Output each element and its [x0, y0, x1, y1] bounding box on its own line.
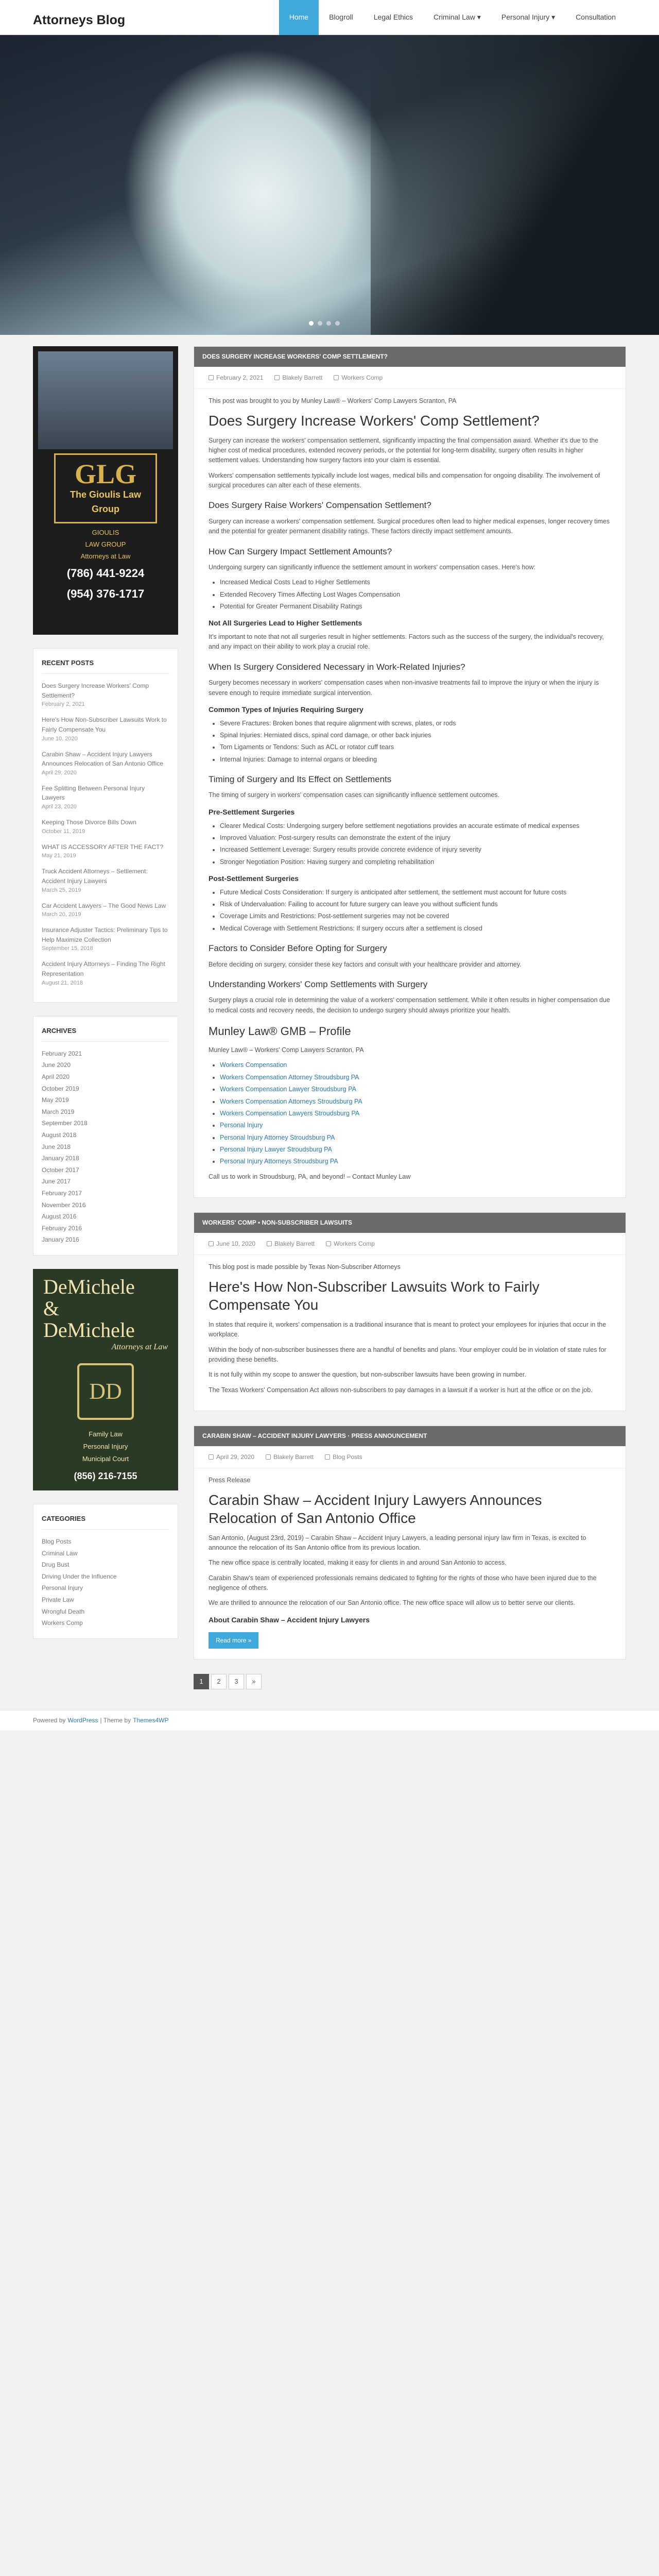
archive-link[interactable]: February 2017	[42, 1189, 82, 1197]
post-body	[194, 1255, 626, 1411]
paragraph: In states that require it, workers' compensation is a traditional insurance that is meant to protect your employees for injuries that occur in the workplace.	[209, 1320, 606, 1338]
recent-post-link[interactable]: Does Surgery Increase Workers' Comp Settlement?	[42, 682, 149, 699]
post-title[interactable]: Here's How Non-Subscriber Lawsuits Work to Fairly Compensate You	[209, 1278, 540, 1313]
recent-post-date: October 11, 2019	[42, 828, 85, 835]
ad2-line: Personal Injury	[83, 1442, 128, 1450]
footer-wordpress-link[interactable]: WordPress	[67, 1717, 98, 1724]
post-author-text[interactable]: Blakely Barrett	[273, 1453, 314, 1461]
ad2-seal: DD	[77, 1363, 134, 1420]
ad2-name: DeMichele	[43, 1318, 135, 1342]
paragraph: San Antonio, (August 23rd, 2019) – Carabin Shaw – Accident Injury Lawyers, a leading personal injury law firm in Texas, is excited to announce the relocation of its San Antonio office from its previous location.	[209, 1534, 586, 1551]
recent-post-date: August 21, 2018	[42, 979, 83, 986]
paragraph: Workers' compensation settlements typically include lost wages, medical bills and compensation for ongoing disability. The involvement of surgical procedures can alter each of these elements.	[209, 471, 600, 489]
archives-widget	[33, 1016, 178, 1256]
service-link-item	[220, 1084, 611, 1094]
post-article	[194, 1212, 626, 1411]
recent-post-date: September 15, 2018	[42, 945, 93, 952]
recent-post-link[interactable]: WHAT IS ACCESSORY AFTER THE FACT?	[42, 843, 164, 851]
paragraph: The new office space is centrally located, making it easy for clients in and around San Antonio to access.	[209, 1559, 507, 1567]
recent-posts-list	[42, 680, 169, 993]
recent-post-link[interactable]: Insurance Adjuster Tactics: Preliminary Tips to Help Maximize Collection	[42, 926, 168, 943]
category-link[interactable]: Wrongful Death	[42, 1607, 85, 1615]
list-item: • Increased Medical Costs Lead to Higher Settlements	[220, 578, 611, 587]
paragraph: We are thrilled to announce the relocation of our San Antonio office. The new office space will allow us to better serve our clients.	[209, 1599, 575, 1607]
recent-post-link[interactable]: Fee Splitting Between Personal Injury Lawyers	[42, 784, 145, 802]
archives-list	[42, 1048, 169, 1246]
archive-item	[42, 1234, 169, 1246]
bullet-list	[220, 888, 611, 934]
archive-link[interactable]: June 2017	[42, 1178, 71, 1185]
archive-link[interactable]: April 2020	[42, 1073, 70, 1081]
archive-link[interactable]: January 2018	[42, 1155, 79, 1162]
nav-legal-ethics[interactable]: Legal Ethics	[373, 13, 413, 22]
slider-dot[interactable]	[318, 321, 322, 326]
post-category[interactable]	[325, 1452, 362, 1462]
paragraph: Surgery plays a crucial role in determining the value of a workers' compensation settlement. While it often results in higher compensation due to medical costs and recovery needs, the decision to undergo surgery should always prioritize your health.	[209, 996, 610, 1014]
section-heading: When Is Surgery Considered Necessary in Work-Related Injuries?	[209, 662, 465, 672]
archive-item	[42, 1083, 169, 1095]
category-link[interactable]: Workers Comp	[42, 1619, 83, 1627]
recent-post-item	[42, 817, 169, 841]
widget-title: CATEGORIES	[42, 1514, 169, 1530]
nav-consultation[interactable]: Consultation	[576, 13, 616, 22]
post-meta	[194, 1233, 626, 1256]
sub-heading: About Carabin Shaw – Accident Injury Lawyers	[209, 1615, 370, 1624]
post-category-band[interactable]: CARABIN SHAW – ACCIDENT INJURY LAWYERS · PRESS ANNOUNCEMENT	[194, 1426, 626, 1446]
post-category-text[interactable]: Blog Posts	[333, 1453, 362, 1461]
site-title[interactable]: Attorneys Blog	[33, 13, 126, 27]
post-date-text: February 2, 2021	[216, 374, 264, 381]
list-item: • Medical Coverage with Settlement Restrictions: If surgery occurs after a settlement is closed	[220, 924, 611, 934]
service-link-item	[220, 1157, 611, 1166]
list-item: • Risk of Undervaluation: Failing to account for future surgery can leave you without sufficient funds	[220, 900, 611, 909]
archive-link[interactable]: June 2020	[42, 1061, 71, 1069]
sub-heading: Pre-Settlement Surgeries	[209, 807, 295, 816]
archive-item	[42, 1153, 169, 1164]
paragraph: Munley Law® – Workers' Comp Lawyers Scranton, PA	[209, 1046, 364, 1054]
archive-link[interactable]: May 2019	[42, 1096, 69, 1104]
recent-post-link[interactable]: Here's How Non-Subscriber Lawsuits Work to Fairly Compensate You	[42, 716, 167, 733]
archive-link[interactable]: January 2016	[42, 1236, 79, 1244]
post-author-text[interactable]: Blakely Barrett	[274, 1240, 315, 1247]
recent-post-link[interactable]: Accident Injury Attorneys – Finding The Right Representation	[42, 960, 165, 978]
archive-item	[42, 1129, 169, 1141]
paragraph: The Texas Workers' Compensation Act allows non-subscribers to pay damages in a lawsuit if a worker is hurt at the office or on the job.	[209, 1386, 593, 1394]
recent-posts-widget	[33, 648, 178, 1003]
category-link[interactable]: Criminal Law	[42, 1549, 78, 1557]
post-author-text[interactable]: Blakely Barrett	[282, 374, 323, 381]
service-link[interactable]: Workers Compensation Lawyers Stroudsburg PA	[220, 1109, 360, 1117]
service-link[interactable]: Workers Compensation Attorney Stroudsburg PA	[220, 1073, 359, 1081]
main-content	[194, 346, 626, 1710]
post-author[interactable]	[267, 1239, 315, 1249]
post-date	[209, 1239, 255, 1249]
recent-post-item	[42, 714, 169, 748]
service-link[interactable]: Personal Injury Lawyer Stroudsburg PA	[220, 1146, 332, 1154]
page-1-button[interactable]: 1	[194, 1674, 209, 1689]
list-item: • Spinal Injuries: Herniated discs, spinal cord damage, or other back injuries	[220, 731, 611, 740]
section-heading: Understanding Workers' Comp Settlements with Surgery	[209, 979, 428, 989]
archive-item	[42, 1164, 169, 1176]
bullet-list	[220, 578, 611, 612]
recent-post-item	[42, 783, 169, 817]
category-link[interactable]: Driving Under the Influence	[42, 1572, 117, 1580]
categories-widget	[33, 1504, 178, 1639]
archive-item	[42, 1211, 169, 1223]
widget-title: ARCHIVES	[42, 1026, 169, 1042]
ad-phone: (786) 441-9224	[66, 567, 145, 580]
category-item	[42, 1582, 169, 1594]
archive-item	[42, 1141, 169, 1153]
archive-link[interactable]: August 2018	[42, 1131, 77, 1139]
ad-photo	[38, 351, 173, 449]
ad-firm-name: The Gioulis Law Group	[70, 489, 141, 514]
hero-slider	[0, 35, 659, 335]
post-category[interactable]	[326, 1239, 375, 1249]
post-date	[209, 373, 263, 383]
archive-item	[42, 1176, 169, 1188]
ad-phone: (954) 376-1717	[66, 587, 145, 601]
post-intro: This post was brought to you by Munley Law® – Workers' Comp Lawyers Scranton, PA	[209, 397, 457, 405]
service-link-item	[220, 1097, 611, 1107]
recent-post-date: March 25, 2019	[42, 887, 81, 893]
paragraph: Undergoing surgery can significantly influence the settlement amount in workers' compensation cases. Here's how:	[209, 563, 535, 571]
archive-link[interactable]: September 2018	[42, 1120, 88, 1127]
category-item	[42, 1606, 169, 1618]
archive-link[interactable]: February 2016	[42, 1224, 82, 1232]
post-intro: Press Release	[209, 1477, 251, 1484]
bullet-list	[220, 821, 611, 868]
content-wrap	[33, 335, 626, 1710]
archive-link[interactable]: August 2016	[42, 1213, 77, 1221]
recent-post-item	[42, 958, 169, 992]
slider-dot[interactable]	[326, 321, 331, 326]
folder-icon	[325, 1454, 330, 1460]
list-item: • Severe Fractures: Broken bones that require alignment with screws, plates, or rods	[220, 719, 611, 728]
list-item: • Stronger Negotiation Position: Having surgery and completing rehabilitation	[220, 857, 611, 867]
archive-item	[42, 1117, 169, 1129]
archive-item	[42, 1071, 169, 1083]
archive-link[interactable]: February 2021	[42, 1049, 82, 1057]
demichele-ad-banner[interactable]	[33, 1269, 178, 1490]
user-icon	[266, 1454, 271, 1460]
archive-link[interactable]: March 2019	[42, 1108, 75, 1115]
nav-home[interactable]: Home	[279, 0, 319, 35]
archive-item	[42, 1223, 169, 1234]
service-link-item	[220, 1145, 611, 1155]
nav-criminal-law[interactable]: Criminal Law ▾	[433, 13, 481, 22]
post-meta	[194, 1446, 626, 1469]
ad-line: LAW GROUP	[85, 540, 126, 548]
slider-dot[interactable]	[309, 321, 314, 326]
service-link-item	[220, 1133, 611, 1143]
service-link-item	[220, 1060, 611, 1070]
user-icon	[267, 1241, 272, 1246]
ad-line: Attorneys at Law	[80, 552, 131, 561]
post-author[interactable]	[266, 1452, 314, 1462]
recent-post-item	[42, 680, 169, 714]
post-title[interactable]: Does Surgery Increase Workers' Comp Settlement?	[209, 412, 540, 429]
paragraph: Call us to work in Stroudsburg, PA, and beyond! – Contact Munley Law	[209, 1173, 411, 1180]
archive-link[interactable]: November 2016	[42, 1201, 86, 1209]
post-date-text: June 10, 2020	[216, 1240, 256, 1247]
archive-item	[42, 1048, 169, 1060]
archive-item	[42, 1106, 169, 1118]
paragraph: Surgery can increase the workers' compensation settlement, significantly impacting the final compensation award. Whether it's due to the higher cost of medical procedures, extended recovery periods, or the potential for long-term disability, surgery often results in higher settlement values. Understanding how surgery factors into your claim is essential.	[209, 436, 599, 464]
paragraph: Within the body of non-subscriber businesses there are a handful of benefits and plans. Your employer could be in violation of state rules for providing these benefits.	[209, 1346, 606, 1363]
post-category-band[interactable]: WORKERS' COMP • NON-SUBSCRIBER LAWSUITS	[194, 1213, 626, 1233]
sub-heading: Common Types of Injuries Requiring Surgery	[209, 705, 363, 714]
nav-blogroll[interactable]: Blogroll	[329, 13, 353, 22]
nav-personal-injury[interactable]: Personal Injury ▾	[501, 13, 556, 22]
list-item: • Internal Injuries: Damage to internal organs or bleeding	[220, 755, 611, 765]
folder-icon	[334, 375, 339, 380]
section-heading: Timing of Surgery and Its Effect on Settlements	[209, 774, 392, 785]
slider-dot[interactable]	[335, 321, 340, 326]
post-category-text[interactable]: Workers Comp	[341, 374, 383, 381]
slider-dots	[309, 321, 340, 326]
folder-icon	[326, 1241, 331, 1246]
sidebar	[33, 346, 178, 1710]
page-2-button[interactable]: 2	[211, 1674, 227, 1689]
service-links	[220, 1060, 611, 1166]
section-heading: Munley Law® GMB – Profile	[209, 1025, 351, 1038]
post-meta	[194, 367, 626, 389]
footer-text: Powered by	[33, 1717, 66, 1724]
list-item: • Increased Settlement Leverage: Surgery results provide concrete evidence of injury severity	[220, 845, 611, 855]
widget-title: RECENT POSTS	[42, 658, 169, 674]
service-link[interactable]: Workers Compensation	[220, 1061, 287, 1069]
recent-post-date: May 21, 2019	[42, 853, 76, 859]
archive-item	[42, 1094, 169, 1106]
post-category[interactable]	[334, 373, 383, 383]
archive-item	[42, 1188, 169, 1199]
post-date	[209, 1452, 254, 1462]
archive-link[interactable]: October 2017	[42, 1166, 79, 1174]
service-link[interactable]: Personal Injury Attorney Stroudsburg PA	[220, 1133, 335, 1141]
recent-post-link[interactable]: Keeping Those Divorce Bills Down	[42, 819, 136, 826]
list-item: • Torn Ligaments or Tendons: Such as ACL or rotator cuff tears	[220, 742, 611, 752]
recent-post-item	[42, 900, 169, 925]
post-date-text: April 29, 2020	[216, 1453, 255, 1461]
recent-post-item	[42, 924, 169, 958]
section-heading: How Can Surgery Impact Settlement Amounts?	[209, 546, 392, 556]
list-item: • Clearer Medical Costs: Undergoing surgery before settlement negotiations provides an accurate estimate of medical expenses	[220, 821, 611, 831]
section-heading: Does Surgery Raise Workers' Compensation Settlement?	[209, 500, 431, 511]
user-icon	[274, 375, 280, 380]
sub-heading: Post-Settlement Surgeries	[209, 874, 299, 883]
ad2-tagline: Attorneys at Law	[111, 1342, 168, 1351]
service-link-item	[220, 1121, 611, 1130]
top-bar	[0, 0, 659, 35]
categories-list	[42, 1536, 169, 1629]
recent-post-item	[42, 866, 169, 900]
service-link[interactable]: Workers Compensation Attorneys Stroudsburg PA	[220, 1097, 362, 1105]
ad-line: GIOULIS	[92, 528, 119, 536]
next-page-button[interactable]: »	[246, 1674, 262, 1689]
section-heading: Factors to Consider Before Opting for Surgery	[209, 943, 387, 954]
recent-post-date: April 29, 2020	[42, 769, 77, 776]
ad2-phone: (856) 216-7155	[74, 1471, 137, 1482]
category-link[interactable]: Blog Posts	[42, 1538, 72, 1546]
paragraph: Carabin Shaw's team of experienced professionals remains dedicated to fighting for the rights of those who have been injured due to the negligence of others.	[209, 1574, 597, 1592]
page-3-button[interactable]: 3	[229, 1674, 244, 1689]
service-link[interactable]: Personal Injury Attorneys Stroudsburg PA	[220, 1158, 338, 1165]
post-category-text[interactable]: Workers Comp	[334, 1240, 375, 1247]
ad-initials: GLG	[74, 459, 137, 489]
site-footer	[0, 1710, 659, 1731]
ad2-name: DeMichele	[43, 1275, 135, 1298]
service-link[interactable]: Workers Compensation Lawyer Stroudsburg PA	[220, 1086, 356, 1093]
calendar-icon	[209, 1241, 214, 1246]
post-category-band[interactable]: DOES SURGERY INCREASE WORKERS' COMP SETTLEMENT?	[194, 347, 626, 367]
post-article	[194, 1426, 626, 1659]
footer-text: | Theme by	[100, 1717, 131, 1724]
paragraph: It's important to note that not all surgeries result in higher settlements. Factors such as the success of the surgery, the individual's recovery, and any impact on their ability to work play a crucial role.	[209, 633, 604, 651]
paragraph: The timing of surgery in workers' compensation cases can significantly influence settlement outcomes.	[209, 791, 500, 799]
category-item	[42, 1594, 169, 1606]
glg-logo	[54, 453, 157, 523]
read-more-button[interactable]: Read more »	[209, 1632, 258, 1649]
list-item: • Future Medical Costs Consideration: If surgery is anticipated after settlement, the settlement must account for future costs	[220, 888, 611, 897]
pagination	[194, 1674, 626, 1689]
ad2-line: Municipal Court	[82, 1455, 129, 1463]
sub-heading: Not All Surgeries Lead to Higher Settlements	[209, 619, 362, 628]
category-item	[42, 1536, 169, 1548]
list-item: • Improved Valuation: Post-surgery results can demonstrate the extent of the injury	[220, 833, 611, 843]
service-link-item	[220, 1073, 611, 1082]
footer-theme-link[interactable]: Themes4WP	[133, 1717, 169, 1724]
post-title[interactable]: Carabin Shaw – Accident Injury Lawyers Announces Relocation of San Antonio Office	[209, 1492, 542, 1526]
post-body	[194, 389, 626, 1197]
service-link-item	[220, 1109, 611, 1118]
archive-link[interactable]: June 2018	[42, 1143, 71, 1150]
main-nav	[279, 0, 626, 35]
archive-item	[42, 1199, 169, 1211]
bullet-list	[220, 719, 611, 765]
paragraph: It is not fully within my scope to answer the question, but non-subscriber lawsuits have been growing in number.	[209, 1371, 526, 1379]
service-link[interactable]: Personal Injury	[220, 1122, 263, 1129]
category-item	[42, 1559, 169, 1571]
gioulis-ad-banner[interactable]	[33, 346, 178, 635]
list-item: • Extended Recovery Times Affecting Lost Wages Compensation	[220, 590, 611, 600]
ad2-line: Family Law	[89, 1430, 123, 1438]
archive-link[interactable]: October 2019	[42, 1084, 79, 1092]
recent-post-item	[42, 841, 169, 866]
calendar-icon	[209, 375, 214, 380]
list-item: • Potential for Greater Permanent Disability Ratings	[220, 602, 611, 612]
ad2-amp: &	[43, 1296, 60, 1320]
recent-post-link[interactable]: Truck Accident Attorneys – Settlement: Accident Injury Lawyers	[42, 868, 148, 885]
category-link[interactable]: Private Law	[42, 1596, 74, 1604]
archive-item	[42, 1059, 169, 1071]
category-item	[42, 1571, 169, 1583]
recent-post-link[interactable]: Car Accident Lawyers – The Good News Law	[42, 902, 166, 909]
post-intro: This blog post is made possible by Texas Non-Subscriber Attorneys	[209, 1263, 401, 1271]
category-item	[42, 1617, 169, 1629]
category-link[interactable]: Drug Bust	[42, 1561, 70, 1569]
recent-post-date: April 23, 2020	[42, 804, 77, 810]
calendar-icon	[209, 1454, 214, 1460]
post-author[interactable]	[274, 373, 322, 383]
recent-post-date: March 20, 2019	[42, 911, 81, 918]
recent-post-link[interactable]: Carabin Shaw – Accident Injury Lawyers Announces Relocation of San Antonio Office	[42, 750, 163, 768]
recent-post-date: June 10, 2020	[42, 735, 78, 742]
paragraph: Surgery can increase a workers' compensation settlement. Surgical procedures often lead to higher medical expenses, longer recovery times and the potential for greater permanent disability ratings. These factors directly impact settlement amounts.	[209, 517, 610, 535]
post-body	[194, 1468, 626, 1659]
recent-post-date: February 2, 2021	[42, 701, 85, 708]
recent-post-item	[42, 749, 169, 783]
post-article	[194, 346, 626, 1198]
category-item	[42, 1548, 169, 1560]
paragraph: Before deciding on surgery, consider these key factors and consult with your healthcare provider and attorney.	[209, 960, 522, 968]
list-item: • Coverage Limits and Restrictions: Post-settlement surgeries may not be covered	[220, 911, 611, 921]
category-link[interactable]: Personal Injury	[42, 1584, 83, 1592]
paragraph: Surgery becomes necessary in workers' compensation cases when non-invasive treatments fail to improve the injury or when the injury is severe enough to require immediate surgical intervention.	[209, 679, 599, 697]
